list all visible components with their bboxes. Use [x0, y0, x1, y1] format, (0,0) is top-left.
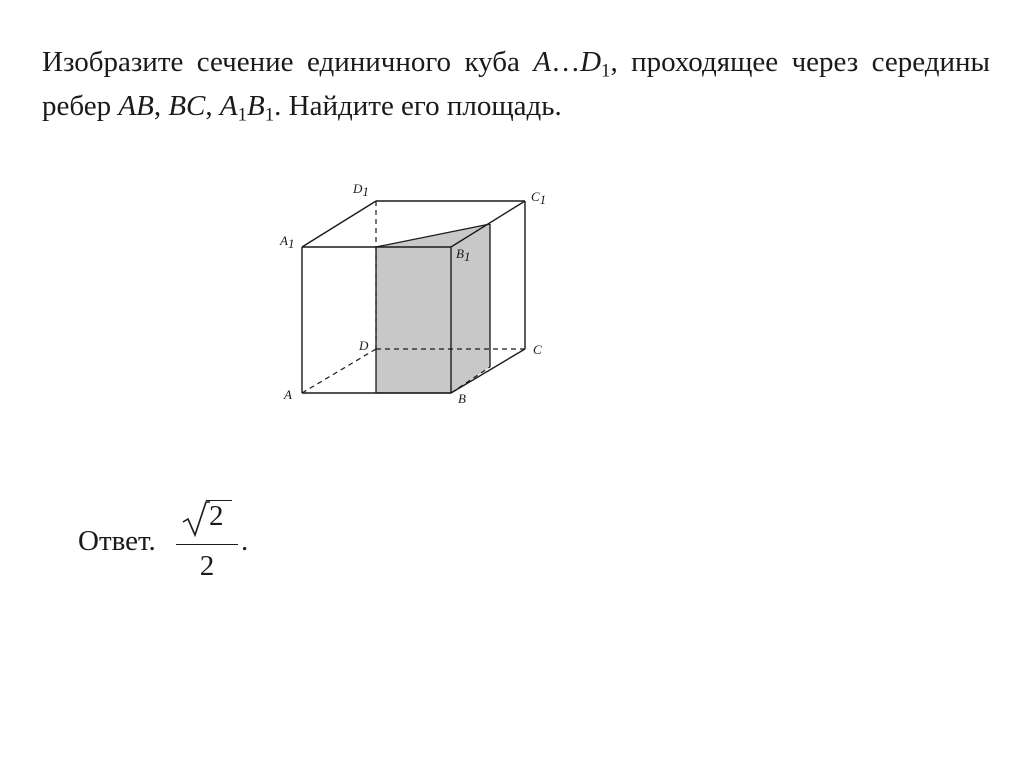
- ellipsis: …: [551, 46, 581, 78]
- answer-fraction: [176, 498, 238, 590]
- cube-name-start: A: [533, 46, 552, 78]
- label-d1: D1: [353, 181, 369, 199]
- edge-a1b1-b: B: [247, 90, 265, 122]
- problem-text-part3: . Найдите его площадь.: [274, 90, 562, 122]
- separator-2: ,: [205, 90, 220, 122]
- cube-diagram: [272, 172, 592, 412]
- sqrt-radical-icon: [182, 500, 210, 538]
- fraction-line: [176, 544, 238, 545]
- answer-trailing-period: .: [241, 525, 249, 557]
- cross-section-polygon: [376, 224, 490, 393]
- edge-a1b1-b-subscript: 1: [264, 104, 275, 126]
- label-c1: C1: [531, 189, 547, 207]
- label-a1: A1: [280, 233, 295, 251]
- cube-name-end: D: [580, 46, 602, 78]
- cube-name-end-subscript: 1: [601, 60, 611, 82]
- label-d: D: [359, 338, 369, 353]
- sqrt-radicand: 2: [209, 500, 224, 532]
- edge-a1b1-a: A: [219, 90, 238, 122]
- fraction-denominator: 2: [199, 550, 215, 582]
- answer-label: Ответ.: [78, 525, 156, 557]
- edge-a1b1-a-subscript: 1: [237, 104, 248, 126]
- edge-a1d1: [302, 201, 376, 247]
- label-c: C: [533, 342, 542, 357]
- fraction-numerator: [182, 498, 232, 538]
- separator-1: ,: [153, 90, 169, 122]
- cube-figure: [272, 172, 592, 417]
- label-a: A: [284, 387, 292, 402]
- label-b: B: [458, 391, 466, 406]
- edge-bc: BC: [168, 90, 206, 122]
- problem-text-part2: , проходящее через середины ребер: [42, 46, 991, 122]
- label-b1: B1: [456, 246, 471, 264]
- edge-ab: AB: [118, 90, 154, 122]
- problem-text-part1: Изобразите сечение единичного куба: [42, 46, 534, 78]
- problem-statement: [42, 40, 990, 128]
- edge-ad: [302, 349, 376, 393]
